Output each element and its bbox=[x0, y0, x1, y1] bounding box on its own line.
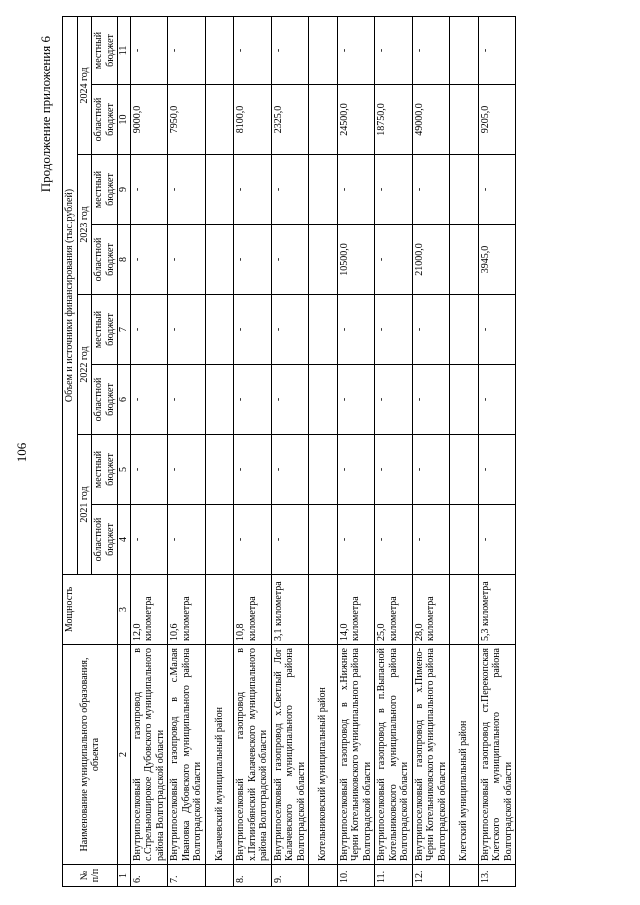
financing-value: - bbox=[337, 16, 375, 84]
financing-value: - bbox=[337, 365, 375, 435]
column-index: 5 bbox=[118, 435, 131, 505]
section-spacer bbox=[309, 435, 338, 505]
header-local: местный бюджет bbox=[92, 295, 118, 365]
header-year-2023: 2023 год bbox=[77, 155, 92, 295]
row-number: 11. bbox=[375, 865, 413, 887]
section-spacer bbox=[309, 155, 338, 225]
financing-value: - bbox=[130, 16, 168, 84]
financing-value: - bbox=[375, 16, 413, 84]
section-spacer bbox=[205, 16, 234, 84]
financing-table bbox=[62, 16, 516, 887]
header-regional: областной бюджет bbox=[92, 225, 118, 295]
section-name: Клетский муниципальный район bbox=[450, 645, 479, 865]
table-row bbox=[168, 16, 206, 886]
section-spacer bbox=[450, 85, 479, 155]
financing-value: - bbox=[234, 16, 272, 84]
section-spacer bbox=[205, 865, 234, 887]
section-spacer bbox=[205, 295, 234, 365]
financing-value: - bbox=[337, 155, 375, 225]
column-index: 11 bbox=[118, 16, 131, 84]
header-volume: Объем и источники финансирования (тыс.рублей) bbox=[63, 16, 78, 574]
header-year-2021: 2021 год bbox=[77, 435, 92, 575]
object-name: Внутрипоселковый газопровод в х.Нижние Черни Котельниковского муниципального района Волгоградской области bbox=[337, 645, 375, 865]
financing-value: 8100,0 bbox=[234, 85, 272, 155]
object-name: Внутрипоселковый газопровод ст.Перекопская Клетского муниципального района Волгоградской области bbox=[478, 645, 516, 865]
header-power: Мощность bbox=[63, 575, 118, 645]
financing-value: 24500,0 bbox=[337, 85, 375, 155]
section-row bbox=[309, 16, 338, 886]
financing-value: - bbox=[337, 505, 375, 575]
section-row bbox=[205, 16, 234, 886]
section-spacer bbox=[309, 865, 338, 887]
financing-value: 49000,0 bbox=[412, 85, 450, 155]
object-power: 25,0 километра bbox=[375, 575, 413, 645]
row-number: 13. bbox=[478, 865, 516, 887]
table-row bbox=[234, 16, 272, 886]
financing-value: - bbox=[168, 155, 206, 225]
financing-value: - bbox=[478, 155, 516, 225]
object-name: Внутрипоселковый газопровод в х.Пятиизбянский Калачевского муниципального района Волгоградской области bbox=[234, 645, 272, 865]
section-spacer bbox=[450, 295, 479, 365]
section-spacer bbox=[450, 225, 479, 295]
financing-value: - bbox=[234, 505, 272, 575]
section-name: Котельниковский муниципальный район bbox=[309, 645, 338, 865]
financing-value: - bbox=[130, 505, 168, 575]
column-index: 3 bbox=[118, 575, 131, 645]
column-index: 8 bbox=[118, 225, 131, 295]
financing-value: - bbox=[375, 155, 413, 225]
section-spacer bbox=[309, 225, 338, 295]
section-spacer bbox=[450, 435, 479, 505]
table-body bbox=[130, 16, 516, 886]
financing-value: - bbox=[168, 435, 206, 505]
object-name: Внутрипоселковый газопровод в п.Выпасной Котельниковского муниципального района Волгоградской области bbox=[375, 645, 413, 865]
financing-value: 21000,0 bbox=[412, 225, 450, 295]
object-power: 10,8 километра bbox=[234, 575, 272, 645]
table-row bbox=[130, 16, 168, 886]
section-row bbox=[450, 16, 479, 886]
page-number: 106 bbox=[14, 442, 29, 463]
column-index: 9 bbox=[118, 155, 131, 225]
section-spacer bbox=[450, 155, 479, 225]
section-spacer bbox=[450, 365, 479, 435]
financing-value: - bbox=[375, 435, 413, 505]
table-row bbox=[375, 16, 413, 886]
financing-value: 3945,0 bbox=[478, 225, 516, 295]
section-spacer bbox=[205, 155, 234, 225]
row-number: 9. bbox=[271, 865, 309, 887]
financing-value: - bbox=[337, 295, 375, 365]
section-spacer bbox=[309, 365, 338, 435]
object-power: 12,0 километра bbox=[130, 575, 168, 645]
financing-value: - bbox=[168, 225, 206, 295]
row-number: 6. bbox=[130, 865, 168, 887]
financing-value: - bbox=[375, 225, 413, 295]
object-name: Внутрипоселковый газопровод х.Светлый Лог Калачевского муниципального района Волгоградской области bbox=[271, 645, 309, 865]
financing-value: - bbox=[412, 365, 450, 435]
financing-value: - bbox=[234, 225, 272, 295]
continuation-label: Продолжение приложения 6 bbox=[38, 36, 53, 193]
object-power: 5,3 километра bbox=[478, 575, 516, 645]
section-name: Калачевский муниципальный район bbox=[205, 645, 234, 865]
financing-value: - bbox=[130, 295, 168, 365]
header-regional: областной бюджет bbox=[92, 505, 118, 575]
column-index: 6 bbox=[118, 365, 131, 435]
section-spacer bbox=[205, 365, 234, 435]
object-power: 14,0 километра bbox=[337, 575, 375, 645]
column-index: 7 bbox=[118, 295, 131, 365]
column-index: 4 bbox=[118, 505, 131, 575]
financing-value: 10500,0 bbox=[337, 225, 375, 295]
object-power: 28,0 километра bbox=[412, 575, 450, 645]
table-row bbox=[478, 16, 516, 886]
column-index: 10 bbox=[118, 85, 131, 155]
financing-value: 2325,0 bbox=[271, 85, 309, 155]
object-name: Внутрипоселковый газопровод в с.Стрельноширокое Дубовского муниципального района Волгоградской области bbox=[130, 645, 168, 865]
financing-value: - bbox=[375, 365, 413, 435]
financing-value: - bbox=[130, 365, 168, 435]
section-spacer bbox=[450, 16, 479, 84]
financing-value: - bbox=[271, 16, 309, 84]
header-regional: областной бюджет bbox=[92, 365, 118, 435]
header-year-2024: 2024 год bbox=[77, 16, 92, 154]
header-year-2022: 2022 год bbox=[77, 295, 92, 435]
financing-value: - bbox=[234, 155, 272, 225]
financing-value: - bbox=[130, 225, 168, 295]
financing-value: - bbox=[478, 295, 516, 365]
financing-value: - bbox=[412, 435, 450, 505]
row-number: 8. bbox=[234, 865, 272, 887]
object-power: 10,6 километра bbox=[168, 575, 206, 645]
financing-value: - bbox=[271, 225, 309, 295]
financing-value: - bbox=[234, 295, 272, 365]
header-num: № п/п bbox=[63, 865, 118, 887]
row-number: 7. bbox=[168, 865, 206, 887]
financing-value: 18750,0 bbox=[375, 85, 413, 155]
financing-value: - bbox=[271, 435, 309, 505]
column-index: 1 bbox=[118, 865, 131, 887]
table-row bbox=[337, 16, 375, 886]
section-spacer bbox=[309, 16, 338, 84]
section-spacer bbox=[309, 85, 338, 155]
financing-value: - bbox=[412, 505, 450, 575]
financing-value: - bbox=[337, 435, 375, 505]
financing-value: - bbox=[271, 505, 309, 575]
financing-value: - bbox=[271, 295, 309, 365]
header-local: местный бюджет bbox=[92, 435, 118, 505]
financing-value: 9205,0 bbox=[478, 85, 516, 155]
section-spacer bbox=[205, 575, 234, 645]
financing-value: - bbox=[478, 16, 516, 84]
table-row bbox=[412, 16, 450, 886]
object-name: Внутрипоселковый газопровод в с.Малая Ивановка Дубовского муниципального района Волгоградской области bbox=[168, 645, 206, 865]
header-local: местный бюджет bbox=[92, 16, 118, 84]
section-spacer bbox=[450, 865, 479, 887]
column-index-row bbox=[118, 16, 131, 886]
financing-value: - bbox=[168, 16, 206, 84]
section-spacer bbox=[309, 505, 338, 575]
header-name: Наименование муниципального образования, объекта bbox=[63, 645, 118, 865]
section-spacer bbox=[450, 505, 479, 575]
financing-value: - bbox=[168, 505, 206, 575]
financing-value: - bbox=[412, 295, 450, 365]
financing-value: - bbox=[271, 155, 309, 225]
header-local: местный бюджет bbox=[92, 155, 118, 225]
financing-value: - bbox=[168, 295, 206, 365]
financing-value: - bbox=[375, 505, 413, 575]
financing-value: 9000,0 bbox=[130, 85, 168, 155]
section-spacer bbox=[309, 575, 338, 645]
financing-value: - bbox=[234, 435, 272, 505]
financing-value: - bbox=[271, 365, 309, 435]
financing-value: - bbox=[412, 16, 450, 84]
financing-value: - bbox=[130, 435, 168, 505]
row-number: 12. bbox=[412, 865, 450, 887]
table-row bbox=[271, 16, 309, 886]
row-number: 10. bbox=[337, 865, 375, 887]
financing-value: - bbox=[375, 295, 413, 365]
object-power: 3,1 километра bbox=[271, 575, 309, 645]
financing-value: - bbox=[168, 365, 206, 435]
section-spacer bbox=[205, 85, 234, 155]
section-spacer bbox=[309, 295, 338, 365]
object-name: Внутрипоселковый газопровод в х.Пимено-Черни Котельниковского муниципального района Волгоградской области bbox=[412, 645, 450, 865]
section-spacer bbox=[205, 435, 234, 505]
financing-value: - bbox=[478, 365, 516, 435]
section-spacer bbox=[205, 505, 234, 575]
financing-value: - bbox=[130, 155, 168, 225]
header-regional: областной бюджет bbox=[92, 85, 118, 155]
financing-value: 7950,0 bbox=[168, 85, 206, 155]
financing-value: - bbox=[234, 365, 272, 435]
section-spacer bbox=[205, 225, 234, 295]
financing-value: - bbox=[478, 435, 516, 505]
financing-value: - bbox=[478, 505, 516, 575]
financing-value: - bbox=[412, 155, 450, 225]
section-spacer bbox=[450, 575, 479, 645]
column-index: 2 bbox=[118, 645, 131, 865]
